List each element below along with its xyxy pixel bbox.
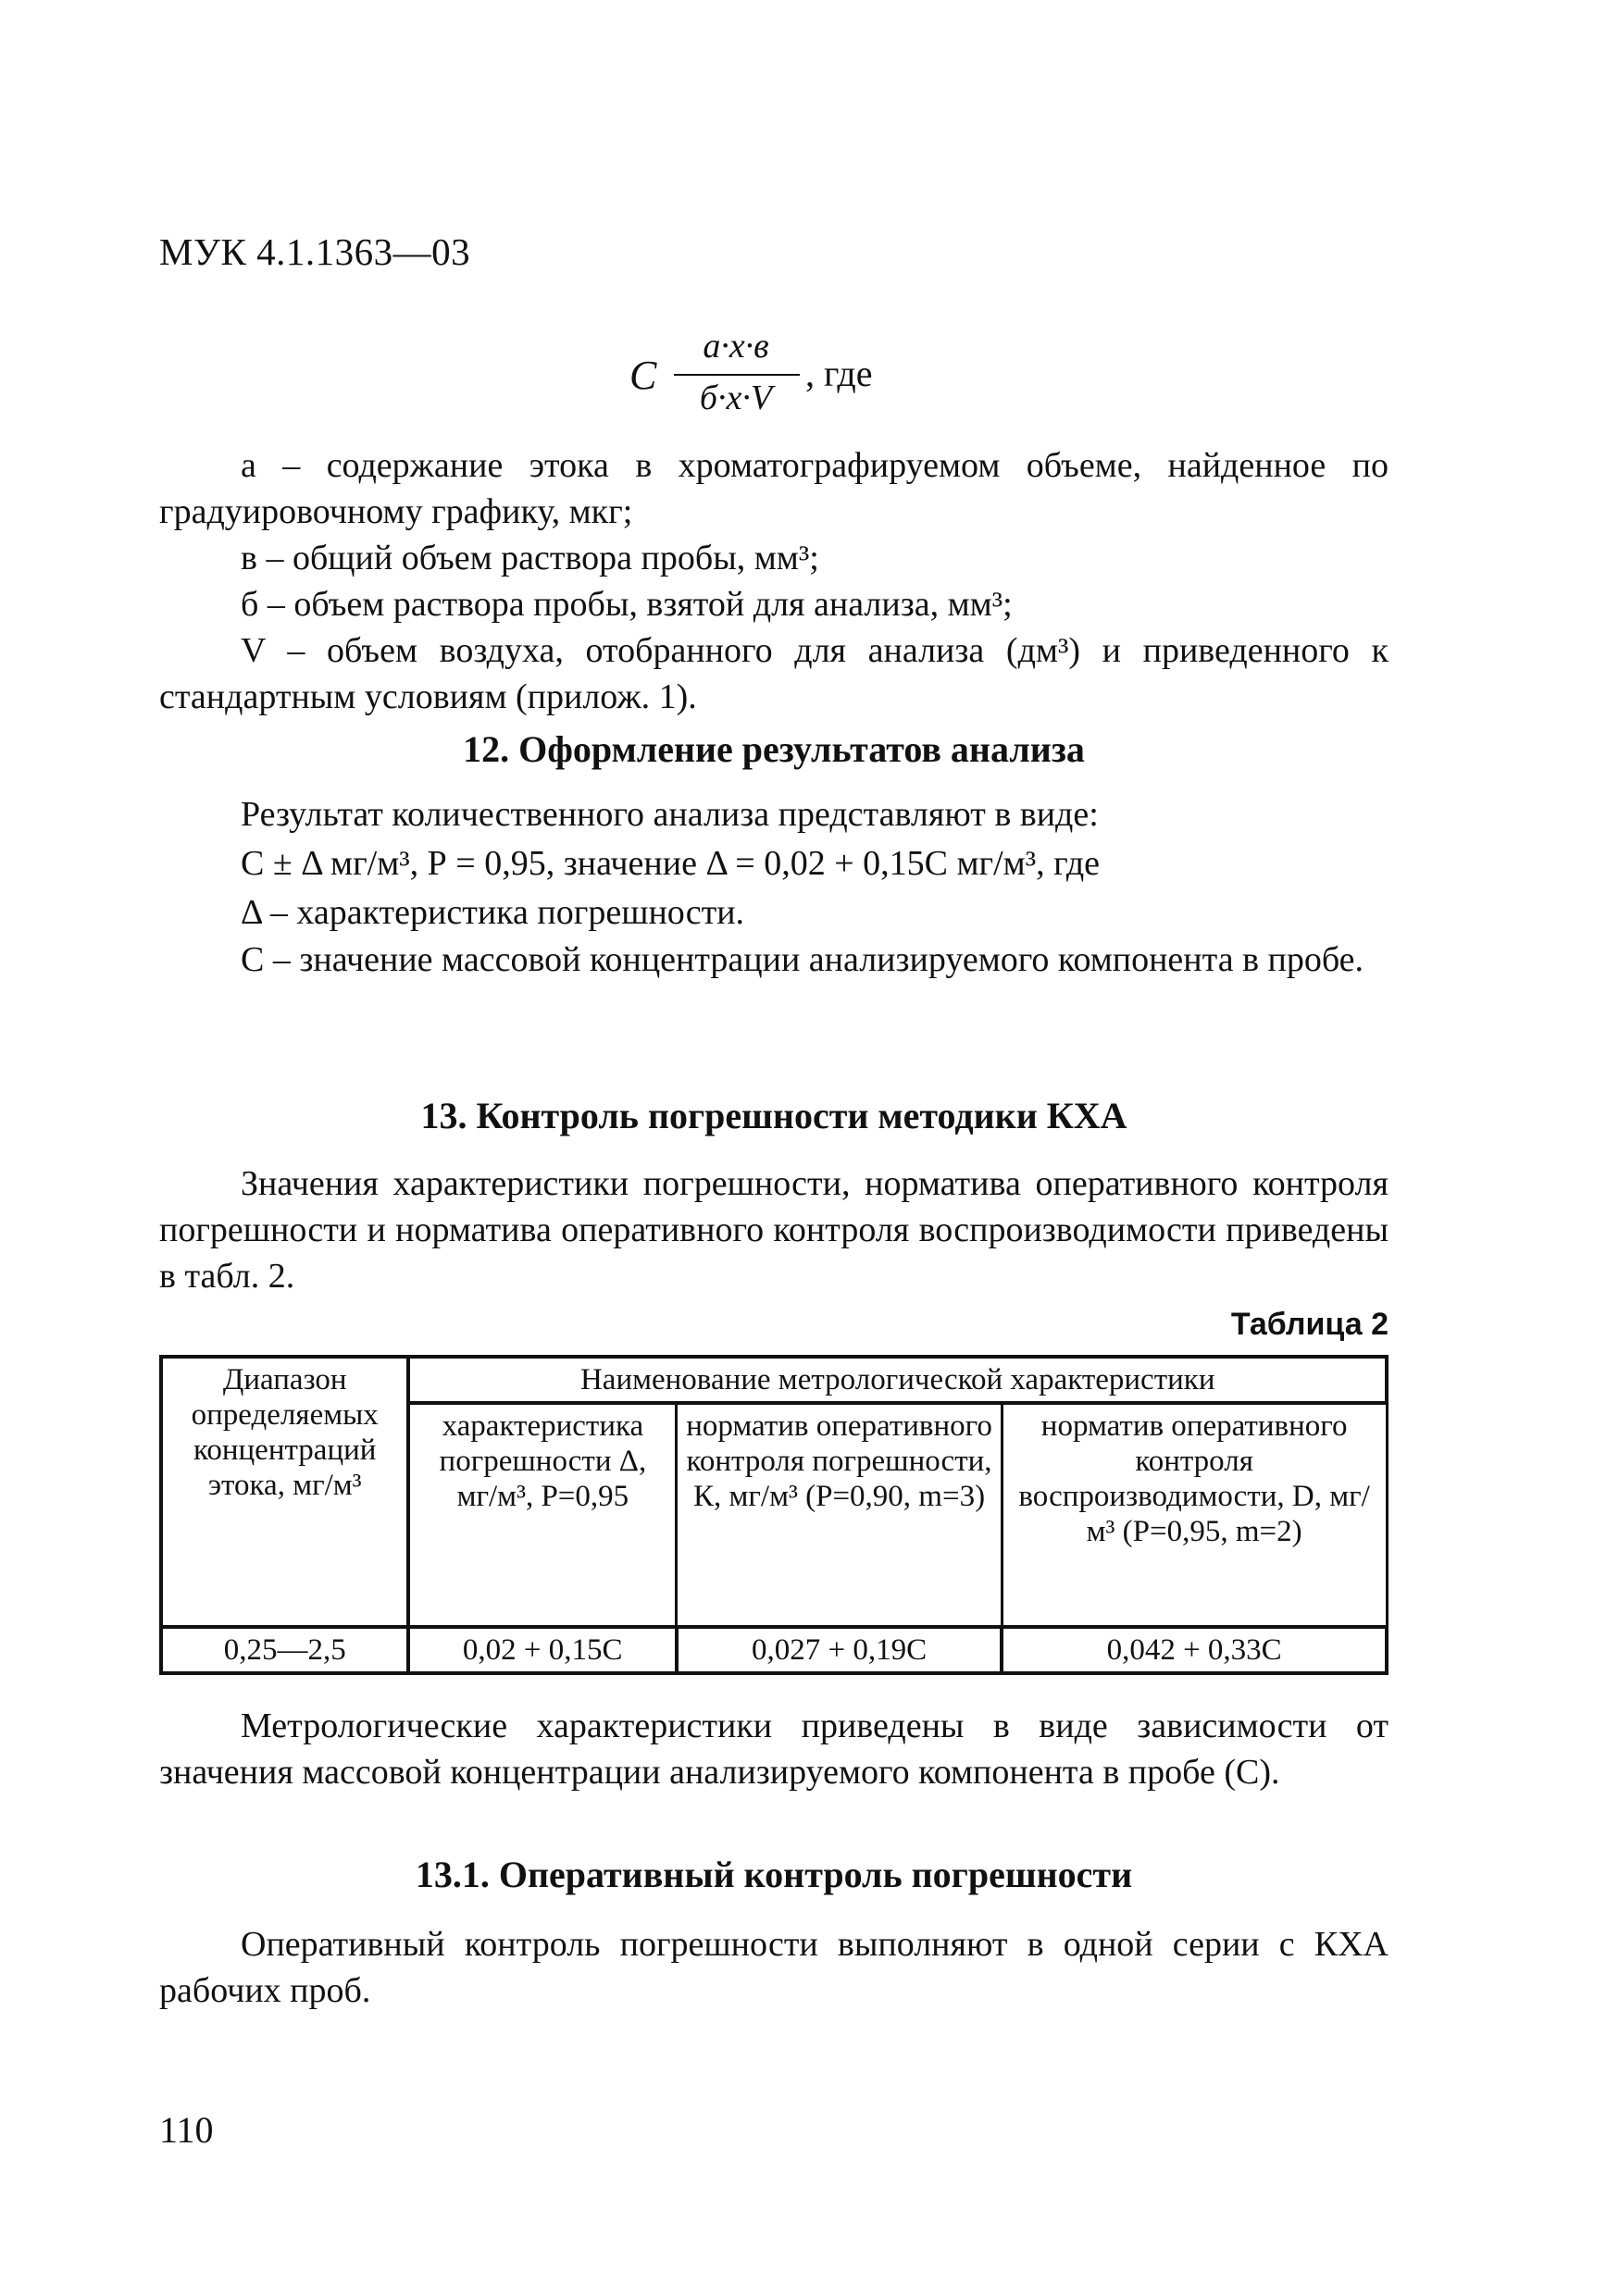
section-12-title: 12. Оформление результатов анализа (463, 728, 1085, 770)
section-12-line4: С – значение массовой концентрации анализируемого компонента в пробе. (241, 940, 1364, 979)
fraction-bar (674, 374, 800, 376)
concentration-formula (629, 326, 1018, 428)
group-header-cell: Наименование метрологической характеристики (408, 1357, 1387, 1403)
section-12-line3: Δ – характеристика погрешности. (241, 893, 745, 932)
after-table-text: Метрологические характеристики приведены в виде зависимости от значения массовой концентрации анализируемого компонента в пробе (С). (159, 1706, 1389, 1792)
definition-v: в – общий объем раствора пробы, мм³; (241, 539, 819, 577)
formula-denominator: б·x·V (699, 379, 773, 417)
range-header-cell: Диапазон определяемых концентраций этока, мг/м³ (161, 1357, 408, 1627)
table-row (161, 1627, 1387, 1673)
section-13-1-title: 13.1. Оперативный контроль погрешности (415, 1854, 1133, 1895)
formula-numerator: a·x·в (703, 327, 769, 366)
page-number: 110 (159, 2109, 214, 2151)
formula-lhs: C (629, 353, 657, 398)
table-caption: Таблица 2 (1230, 1307, 1389, 1342)
section-12-line1: Результат количественного анализа представляют в виде: (241, 795, 1099, 834)
formula-suffix: , где (805, 353, 873, 394)
metrology-table (159, 1355, 1389, 1675)
document-header: МУК 4.1.1363—03 (159, 230, 471, 273)
cell-reproducibility: 0,042 + 0,33С (1002, 1627, 1387, 1673)
section-13-text: Значения характеристики погрешности, норматива оперативного контроля погрешности и норматива оперативного контроля воспроизводимости приведены в табл. 2. (159, 1164, 1389, 1296)
table-header-row (161, 1357, 1387, 1403)
cell-error-control: 0,027 + 0,19С (677, 1627, 1002, 1673)
definition-V: V – объем воздуха, отобранного для анализа (дм³) и приведенного к стандартным условиям (прилож. 1). (159, 631, 1389, 716)
section-12-line2: С ± Δ мг/м³, Р = 0,95, значение Δ = 0,02 + 0,15С мг/м³, где (241, 844, 1101, 883)
col-error-control-norm: норматив оперативного контроля погрешности, К, мг/м³ (Р=0,90, m=3) (677, 1403, 1002, 1627)
cell-error: 0,02 + 0,15С (408, 1627, 676, 1673)
definition-b: б – объем раствора пробы, взятой для анализа, мм³; (241, 585, 1013, 624)
definition-a: а – содержание этока в хроматографируемом объеме, найденное по градуировочному графику, мкг; (159, 446, 1389, 531)
section-13-title: 13. Контроль погрешности методики КХА (420, 1095, 1127, 1136)
col-reproducibility-norm: норматив оперативного контроля воспроизводимости, D, мг/м³ (Р=0,95, m=2) (1002, 1403, 1387, 1627)
cell-range: 0,25—2,5 (161, 1627, 408, 1673)
section-13-1-text: Оперативный контроль погрешности выполняют в одной серии с КХА рабочих проб. (159, 1925, 1389, 2010)
col-error-characteristic: характеристика погрешности Δ, мг/м³, Р=0,95 (408, 1403, 676, 1627)
